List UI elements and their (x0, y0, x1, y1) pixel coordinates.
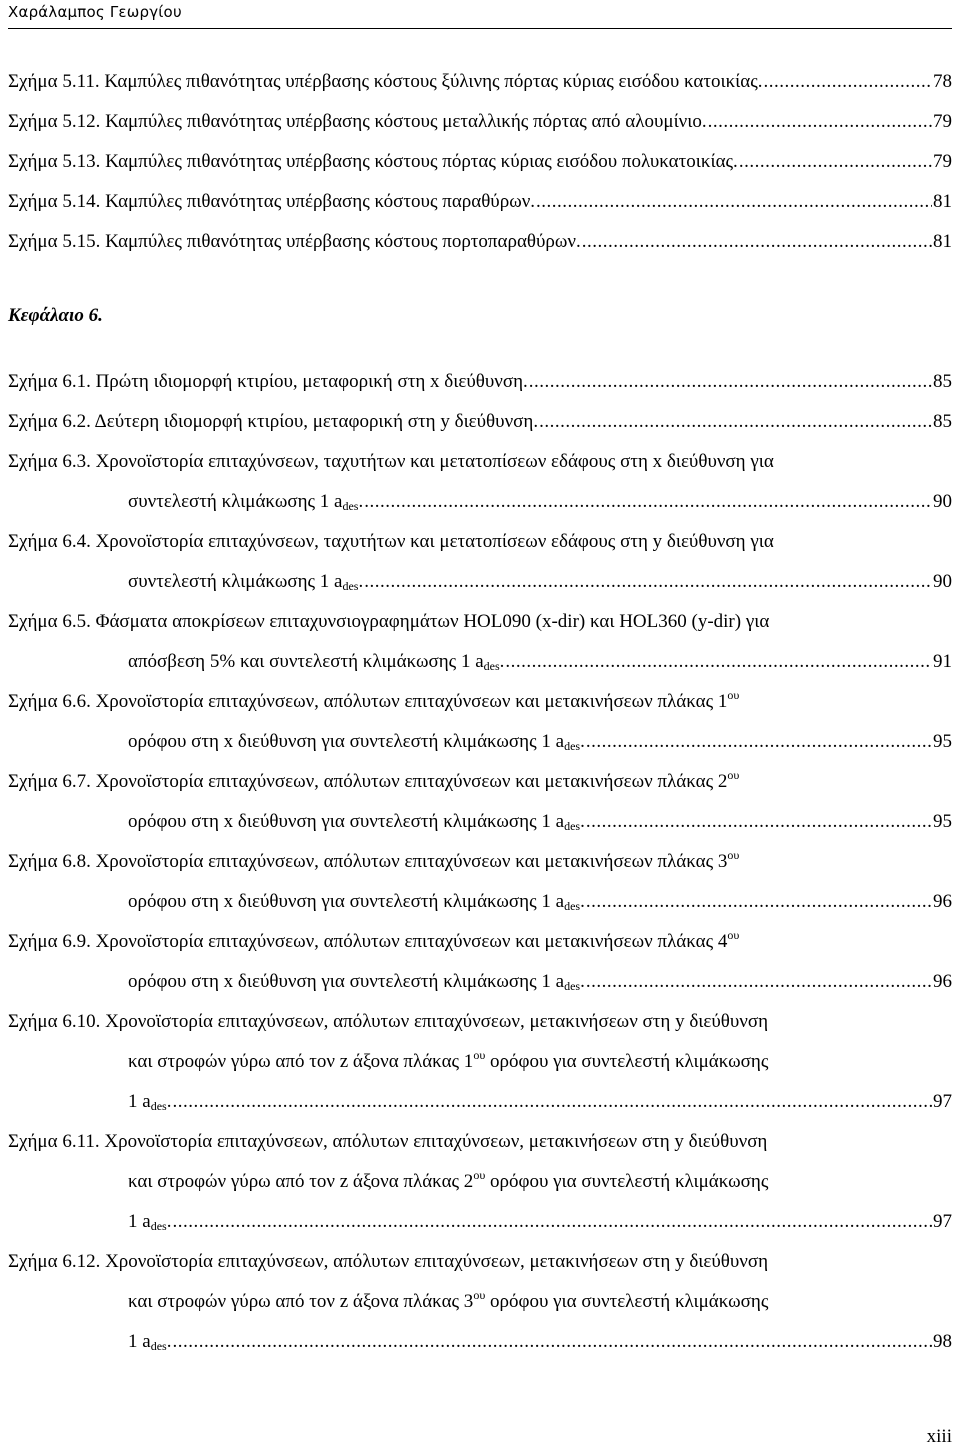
page-ref: 90 (933, 491, 952, 512)
toc-entry-6-4[interactable]: Σχήμα 6.4. Χρονοϊστορία επιταχύνσεων, ταχυτήτων και μετατοπίσεων εδάφους στη y διεύθυνση για (8, 531, 774, 552)
toc-entry-5-12[interactable]: Σχήμα 5.12. Καμπύλες πιθανότητας υπέρβασης κόστους μεταλλικής πόρτας από αλουμίνιο. ..... 79 (8, 106, 952, 138)
page-ref: 81 (933, 231, 952, 252)
toc-entry-6-10-cont[interactable]: και στροφών γύρω από τον z άξονα πλάκας $1^{o\upsilon}$ ορόφου για συντελεστή κλιμάκωσης (128, 1048, 769, 1072)
toc-entry-6-10[interactable]: Σχήμα 6.10. Χρονοϊστορία επιταχύνσεων, απόλυτων επιταχύνσεων, μετακινήσεων στη y διεύθυνση (8, 1011, 769, 1032)
page-ref: 97 (933, 1211, 952, 1232)
toc-entry-6-5-cont[interactable]: απόσβεση 5% και συντελεστή κλιμάκωσης 1 $a_{des}$. ..... 91 (128, 646, 952, 678)
page-ref: 85 (933, 371, 952, 392)
toc-entry-6-11-end[interactable]: 1 $a_{des}$. ..... 97 (128, 1206, 952, 1238)
page-ref: 81 (933, 191, 952, 212)
toc-entry-6-12[interactable]: Σχήμα 6.12. Χρονοϊστορία επιταχύνσεων, απόλυτων επιταχύνσεων, μετακινήσεων στη y διεύθυνση (8, 1251, 769, 1272)
toc-entry-6-11[interactable]: Σχήμα 6.11. Χρονοϊστορία επιταχύνσεων, απόλυτων επιταχύνσεων, μετακινήσεων στη y διεύθυνση (8, 1131, 768, 1152)
page-ref: 95 (933, 731, 952, 752)
page-ref: 79 (933, 151, 952, 172)
toc-entry-5-14[interactable]: Σχήμα 5.14. Καμπύλες πιθανότητας υπέρβασης κόστους παραθύρων. ..... 81 (8, 186, 952, 218)
toc-entry-6-8[interactable]: Σχήμα 6.8. Χρονοϊστορία επιταχύνσεων, απόλυτων επιταχύνσεων και μετακινήσεων πλάκας $3^{o\upsilon}$ (8, 848, 740, 872)
toc-entry-5-11[interactable]: Σχήμα 5.11. Καμπύλες πιθανότητας υπέρβασης κόστους ξύλινης πόρτας κύριας εισόδου κατοικίας. ..... 78 (8, 66, 952, 98)
toc-entry-6-2[interactable]: Σχήμα 6.2. Δεύτερη ιδιομορφή κτιρίου, μεταφορική στη y διεύθυνση. ..... 85 (8, 406, 952, 438)
page-ref: 97 (933, 1091, 952, 1112)
page-ref: 98 (933, 1331, 952, 1352)
toc-entry-6-4-cont[interactable]: συντελεστή κλιμάκωσης 1 $a_{des}$. ..... 90 (128, 566, 952, 598)
toc-entry-5-15[interactable]: Σχήμα 5.15. Καμπύλες πιθανότητας υπέρβασης κόστους πορτοπαραθύρων. ..... 81 (8, 226, 952, 258)
toc-entry-5-13[interactable]: Σχήμα 5.13. Καμπύλες πιθανότητας υπέρβασης κόστους πόρτας κύριας εισόδου πολυκατοικίας. ..... 79 (8, 146, 952, 178)
toc-entry-6-6[interactable]: Σχήμα 6.6. Χρονοϊστορία επιταχύνσεων, απόλυτων επιταχύνσεων και μετακινήσεων πλάκας $1^{o\upsilon}$ (8, 688, 740, 712)
page-ref: 90 (933, 571, 952, 592)
page-ref: 91 (933, 651, 952, 672)
toc-entry-6-12-cont[interactable]: και στροφών γύρω από τον z άξονα πλάκας $3^{o\upsilon}$ ορόφου για συντελεστή κλιμάκωσης (128, 1288, 769, 1312)
toc-entry-6-12-end[interactable]: 1 $a_{des}$. ..... 98 (128, 1326, 952, 1358)
toc-entry-6-5[interactable]: Σχήμα 6.5. Φάσματα αποκρίσεων επιταχυνσιογραφημάτων HOL090 (x-dir) και HOL360 (y-dir) για (8, 611, 770, 632)
page-ref: 85 (933, 411, 952, 432)
author-name: Χαράλαμπος Γεωργίου (8, 3, 182, 21)
chapter-heading: Κεφάλαιο 6. (8, 305, 103, 326)
toc-entry-6-9[interactable]: Σχήμα 6.9. Χρονοϊστορία επιταχύνσεων, απόλυτων επιταχύνσεων και μετακινήσεων πλάκας $4^{o\upsilon}$ (8, 928, 740, 952)
toc-entry-6-11-cont[interactable]: και στροφών γύρω από τον z άξονα πλάκας $2^{o\upsilon}$ ορόφου για συντελεστή κλιμάκωσης (128, 1168, 769, 1192)
toc-entry-6-10-end[interactable]: 1 $a_{des}$. ..... 97 (128, 1086, 952, 1118)
page-ref: 96 (933, 971, 952, 992)
page-ref: 79 (933, 111, 952, 132)
toc-entry-6-9-cont[interactable]: ορόφου στη x διεύθυνση για συντελεστή κλιμάκωσης 1 $a_{des}$. ..... 96 (128, 966, 952, 998)
toc-entry-6-6-cont[interactable]: ορόφου στη x διεύθυνση για συντελεστή κλιμάκωσης 1 $a_{des}$. ..... 95 (128, 726, 952, 758)
toc-entry-6-7[interactable]: Σχήμα 6.7. Χρονοϊστορία επιταχύνσεων, απόλυτων επιταχύνσεων και μετακινήσεων πλάκας $2^{o\upsilon}$ (8, 768, 740, 792)
page-ref: 96 (933, 891, 952, 912)
page-number: xiii (926, 1426, 952, 1447)
page-ref: 78 (933, 71, 952, 92)
toc-entry-6-3-cont[interactable]: συντελεστή κλιμάκωσης 1 $a_{des}$. ..... 90 (128, 486, 952, 518)
toc-entry-6-7-cont[interactable]: ορόφου στη x διεύθυνση για συντελεστή κλιμάκωσης 1 $a_{des}$. ..... 95 (128, 806, 952, 838)
toc-entry-6-8-cont[interactable]: ορόφου στη x διεύθυνση για συντελεστή κλιμάκωσης 1 $a_{des}$. ..... 96 (128, 886, 952, 918)
page-ref: 95 (933, 811, 952, 832)
running-header (8, 0, 952, 29)
toc-entry-6-1[interactable]: Σχήμα 6.1. Πρώτη ιδιομορφή κτιρίου, μεταφορική στη x διεύθυνση. ..... 85 (8, 366, 952, 398)
toc-entry-6-3[interactable]: Σχήμα 6.3. Χρονοϊστορία επιταχύνσεων, ταχυτήτων και μετατοπίσεων εδάφους στη x διεύθυνση για (8, 451, 774, 472)
